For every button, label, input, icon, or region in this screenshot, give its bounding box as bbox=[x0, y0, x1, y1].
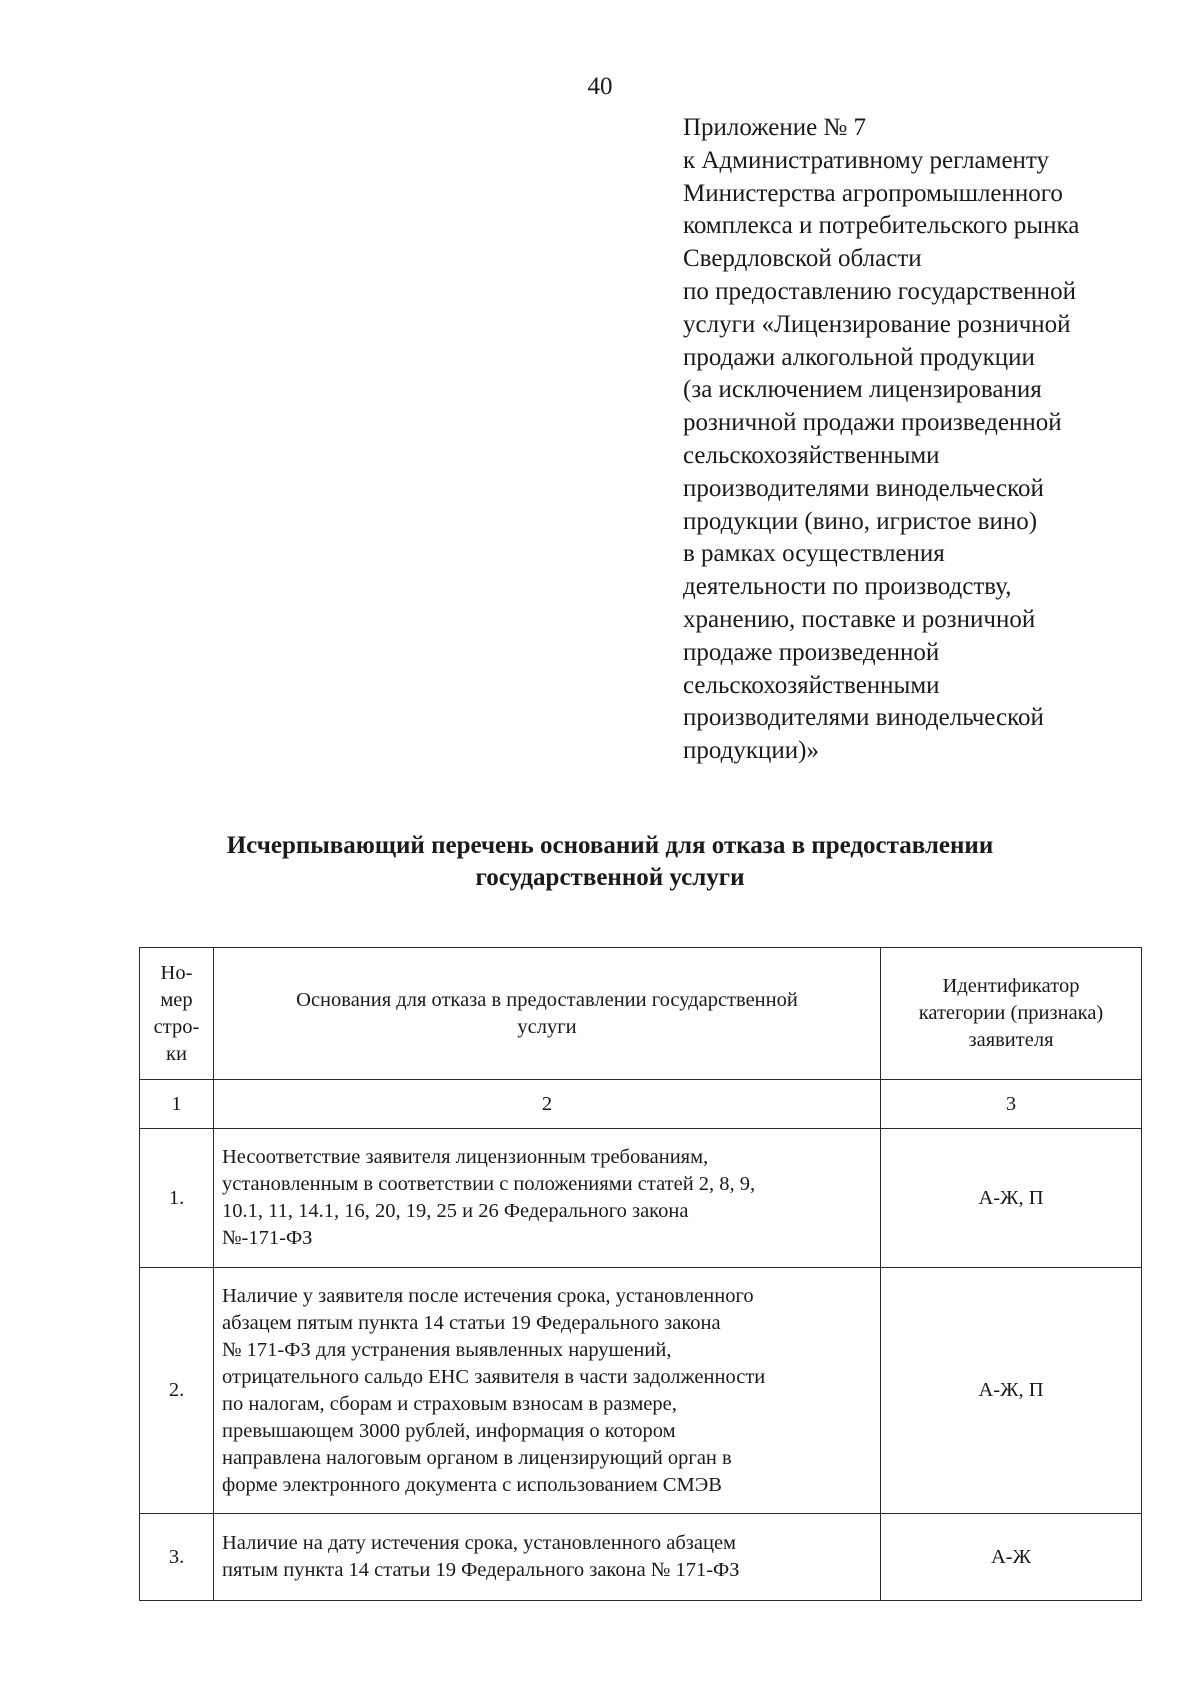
reason-line: установленным в соответствии с положениями статей 2, 8, 9, bbox=[222, 1173, 756, 1195]
appendix-line: розничной продажи произведенной bbox=[683, 409, 1062, 437]
reason-line: Наличие у заявителя после истечения срока, установленного bbox=[222, 1284, 754, 1307]
appendix-line: продукции (вино, игристое вино) bbox=[683, 507, 1038, 535]
refusal-grounds-table bbox=[139, 947, 1142, 1601]
reason-line: отрицательного сальдо ЕНС заявителя в части задолженности bbox=[222, 1365, 766, 1388]
row-number: 3. bbox=[140, 1514, 214, 1601]
row-reason bbox=[214, 1268, 881, 1514]
header-text: стро- bbox=[153, 1015, 200, 1038]
reason-line: Несоответствие заявителя лицензионным требованиям, bbox=[222, 1146, 709, 1168]
header-grounds bbox=[214, 948, 881, 1080]
row-identifier: А-Ж, П bbox=[881, 1129, 1142, 1268]
header-text: ки bbox=[166, 1042, 187, 1065]
column-number-row bbox=[140, 1080, 1142, 1129]
appendix-line: услуги «Лицензирование розничной bbox=[683, 310, 1071, 338]
header-text: категории (признака) bbox=[918, 1002, 1104, 1024]
row-number: 2. bbox=[140, 1268, 214, 1514]
header-identifier bbox=[881, 948, 1142, 1080]
header-text: Идентификатор bbox=[942, 975, 1080, 997]
reason-line: абзацем пятым пункта 14 статьи 19 Федерального закона bbox=[222, 1311, 721, 1334]
page-number: 40 bbox=[587, 73, 613, 100]
heading-line: государственной услуги bbox=[475, 864, 745, 891]
table-row bbox=[140, 1268, 1142, 1514]
table-row bbox=[140, 1129, 1142, 1268]
appendix-line: Приложение № 7 bbox=[683, 114, 867, 141]
appendix-line: комплекса и потребительского рынка bbox=[683, 212, 1080, 240]
appendix-line: в рамках осуществления bbox=[683, 540, 945, 568]
appendix-line: продажи алкогольной продукции bbox=[683, 343, 1035, 371]
appendix-line: сельскохозяйственными bbox=[683, 441, 940, 469]
appendix-line: продаже произведенной bbox=[683, 638, 940, 666]
header-text: заявителя bbox=[968, 1029, 1054, 1051]
appendix-line: производителями винодельческой bbox=[683, 704, 1044, 732]
reason-line: по налогам, сборам и страховым взносам в размере, bbox=[222, 1392, 677, 1415]
appendix-caption bbox=[683, 112, 1183, 768]
header-text: мер bbox=[160, 988, 193, 1011]
appendix-line: хранению, поставке и розничной bbox=[683, 605, 1036, 633]
appendix-line: сельскохозяйственными bbox=[683, 671, 940, 699]
appendix-line: Свердловской области bbox=[683, 245, 922, 273]
row-reason bbox=[214, 1129, 881, 1268]
appendix-line: к Административному регламенту bbox=[683, 146, 1050, 174]
appendix-line: по предоставлению государственной bbox=[683, 277, 1076, 305]
header-row-number bbox=[140, 948, 214, 1080]
column-number: 3 bbox=[881, 1080, 1142, 1129]
heading-line: Исчерпывающий перечень оснований для отказа в предоставлении bbox=[226, 832, 994, 859]
reason-line: № 171-ФЗ для устранения выявленных нарушений, bbox=[222, 1338, 672, 1361]
appendix-line: деятельности по производству, bbox=[683, 573, 1012, 601]
appendix-line: производителями винодельческой bbox=[683, 474, 1044, 502]
table-header-row bbox=[140, 948, 1142, 1080]
reason-line: Наличие на дату истечения срока, установленного абзацем bbox=[222, 1532, 737, 1554]
header-text: Основания для отказа в предоставлении государственной bbox=[296, 988, 798, 1011]
reason-line: направлена налоговым органом в лицензирующий орган в bbox=[222, 1446, 732, 1469]
header-text: Но- bbox=[160, 961, 193, 984]
row-identifier: А-Ж, П bbox=[881, 1268, 1142, 1514]
reason-line: 10.1, 11, 14.1, 16, 20, 19, 25 и 26 Федерального закона bbox=[222, 1200, 689, 1222]
header-text: услуги bbox=[517, 1015, 577, 1038]
column-number: 2 bbox=[214, 1080, 881, 1129]
row-identifier: А-Ж bbox=[881, 1514, 1142, 1601]
reason-line: пятым пункта 14 статьи 19 Федерального закона № 171-ФЗ bbox=[222, 1559, 740, 1581]
appendix-line: (за исключением лицензирования bbox=[683, 376, 1042, 404]
row-number: 1. bbox=[140, 1129, 214, 1268]
reason-line: превышающем 3000 рублей, информация о котором bbox=[222, 1419, 676, 1442]
reason-line: форме электронного документа с использованием СМЭВ bbox=[222, 1473, 722, 1496]
appendix-line: продукции)» bbox=[683, 737, 819, 765]
row-reason bbox=[214, 1514, 881, 1601]
document-heading bbox=[150, 830, 1070, 894]
appendix-line: Министерства агропромышленного bbox=[683, 179, 1063, 207]
reason-line: №-171-ФЗ bbox=[222, 1227, 313, 1249]
column-number: 1 bbox=[140, 1080, 214, 1129]
table-row bbox=[140, 1514, 1142, 1601]
